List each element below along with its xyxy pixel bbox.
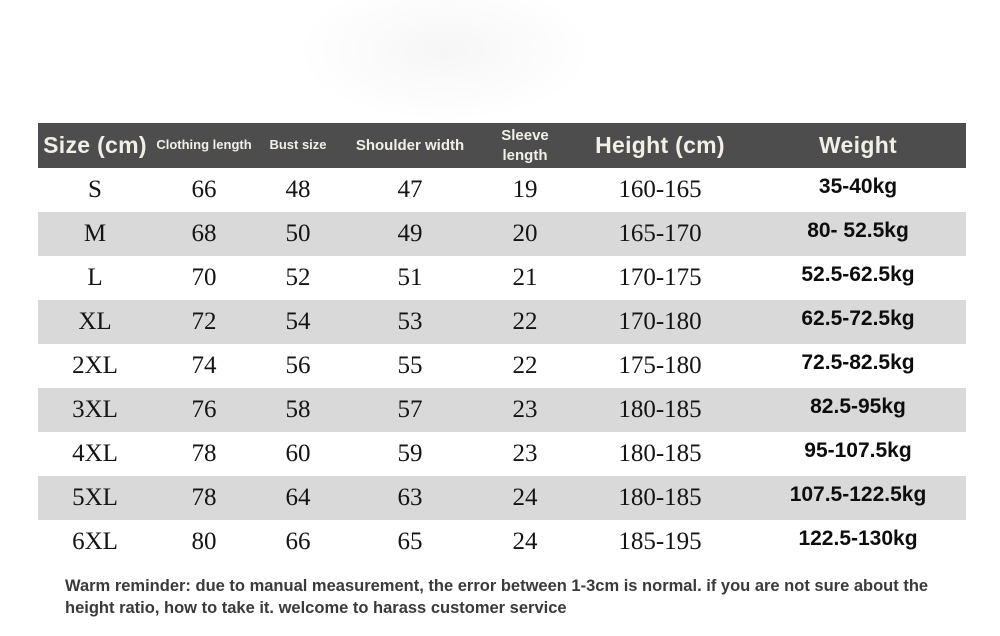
size-cell: 2XL (72, 352, 118, 379)
size-cell: L (87, 264, 103, 291)
value-cell: 55 (397, 352, 423, 379)
value-cell: 60 (285, 440, 311, 467)
table-body (38, 168, 966, 564)
value-cell: 59 (397, 440, 423, 467)
table-row (38, 476, 966, 520)
table-row (38, 344, 966, 388)
table-header (38, 123, 966, 168)
size-cell: 6XL (72, 528, 118, 555)
value-cell: 160-165 (618, 176, 702, 203)
value-cell: 66 (285, 528, 311, 555)
header-row (38, 123, 966, 168)
value-cell: 78 (191, 440, 217, 467)
weight-cell: 72.5-82.5kg (801, 351, 915, 374)
size-cell: 3XL (72, 396, 118, 423)
value-cell: 56 (285, 352, 311, 379)
weight-cell: 82.5-95kg (810, 395, 906, 418)
value-cell: 53 (397, 308, 423, 335)
weight-cell: 80- 52.5kg (807, 219, 909, 242)
value-cell: 180-185 (618, 396, 702, 423)
weight-cell: 122.5-130kg (798, 527, 918, 550)
value-cell: 72 (191, 308, 217, 335)
column-header: Bust size (256, 123, 340, 168)
faded-photo-artifact (290, 0, 600, 125)
weight-cell: 62.5-72.5kg (801, 307, 915, 330)
value-cell: 68 (191, 220, 217, 247)
value-cell: 48 (285, 176, 311, 203)
table-row (38, 212, 966, 256)
value-cell: 74 (191, 352, 217, 379)
reminder-line-1: Warm reminder: due to manual measurement, the error between 1-3cm is normal. if you are not sure about the (65, 577, 929, 595)
warm-reminder-note (65, 575, 970, 619)
size-cell: 4XL (72, 440, 118, 467)
weight-cell: 52.5-62.5kg (801, 263, 915, 286)
value-cell: 185-195 (618, 528, 702, 555)
size-chart-table (38, 123, 966, 564)
reminder-line-2: height ratio, how to take it. welcome to harass customer service (65, 599, 567, 617)
table-row (38, 256, 966, 300)
value-cell: 180-185 (618, 484, 702, 511)
weight-cell: 95-107.5kg (804, 439, 912, 462)
value-cell: 170-175 (618, 264, 702, 291)
column-header: Sleeve length (480, 123, 570, 168)
column-header: Shoulder width (340, 123, 480, 168)
value-cell: 22 (512, 308, 538, 335)
table-row (38, 168, 966, 212)
value-cell: 180-185 (618, 440, 702, 467)
value-cell: 22 (512, 352, 538, 379)
weight-cell: 35-40kg (818, 175, 898, 198)
table-row (38, 432, 966, 476)
value-cell: 80 (191, 528, 217, 555)
table-row (38, 300, 966, 344)
table-row (38, 388, 966, 432)
value-cell: 70 (191, 264, 217, 291)
value-cell: 170-180 (618, 308, 702, 335)
value-cell: 21 (512, 264, 538, 291)
column-header: Weight (750, 123, 966, 168)
value-cell: 78 (191, 484, 217, 511)
size-cell: S (88, 176, 102, 203)
value-cell: 49 (397, 220, 423, 247)
value-cell: 66 (191, 176, 217, 203)
value-cell: 52 (285, 264, 311, 291)
weight-cell: 107.5-122.5kg (789, 483, 927, 506)
value-cell: 175-180 (618, 352, 702, 379)
value-cell: 65 (397, 528, 423, 555)
value-cell: 63 (397, 484, 423, 511)
value-cell: 24 (512, 484, 538, 511)
value-cell: 24 (512, 528, 538, 555)
value-cell: 76 (191, 396, 217, 423)
value-cell: 20 (512, 220, 538, 247)
value-cell: 23 (512, 396, 538, 423)
column-header: Size (cm) (38, 123, 152, 168)
column-header: Height (cm) (570, 123, 750, 168)
value-cell: 47 (397, 176, 423, 203)
size-cell: XL (78, 308, 112, 335)
size-cell: 5XL (72, 484, 118, 511)
value-cell: 165-170 (618, 220, 702, 247)
table-row (38, 520, 966, 564)
value-cell: 23 (512, 440, 538, 467)
value-cell: 51 (397, 264, 423, 291)
column-header: Clothing length (152, 123, 256, 168)
value-cell: 50 (285, 220, 311, 247)
value-cell: 64 (285, 484, 311, 511)
value-cell: 58 (285, 396, 311, 423)
value-cell: 57 (397, 396, 423, 423)
size-cell: M (83, 220, 107, 247)
value-cell: 19 (512, 176, 538, 203)
value-cell: 54 (285, 308, 311, 335)
